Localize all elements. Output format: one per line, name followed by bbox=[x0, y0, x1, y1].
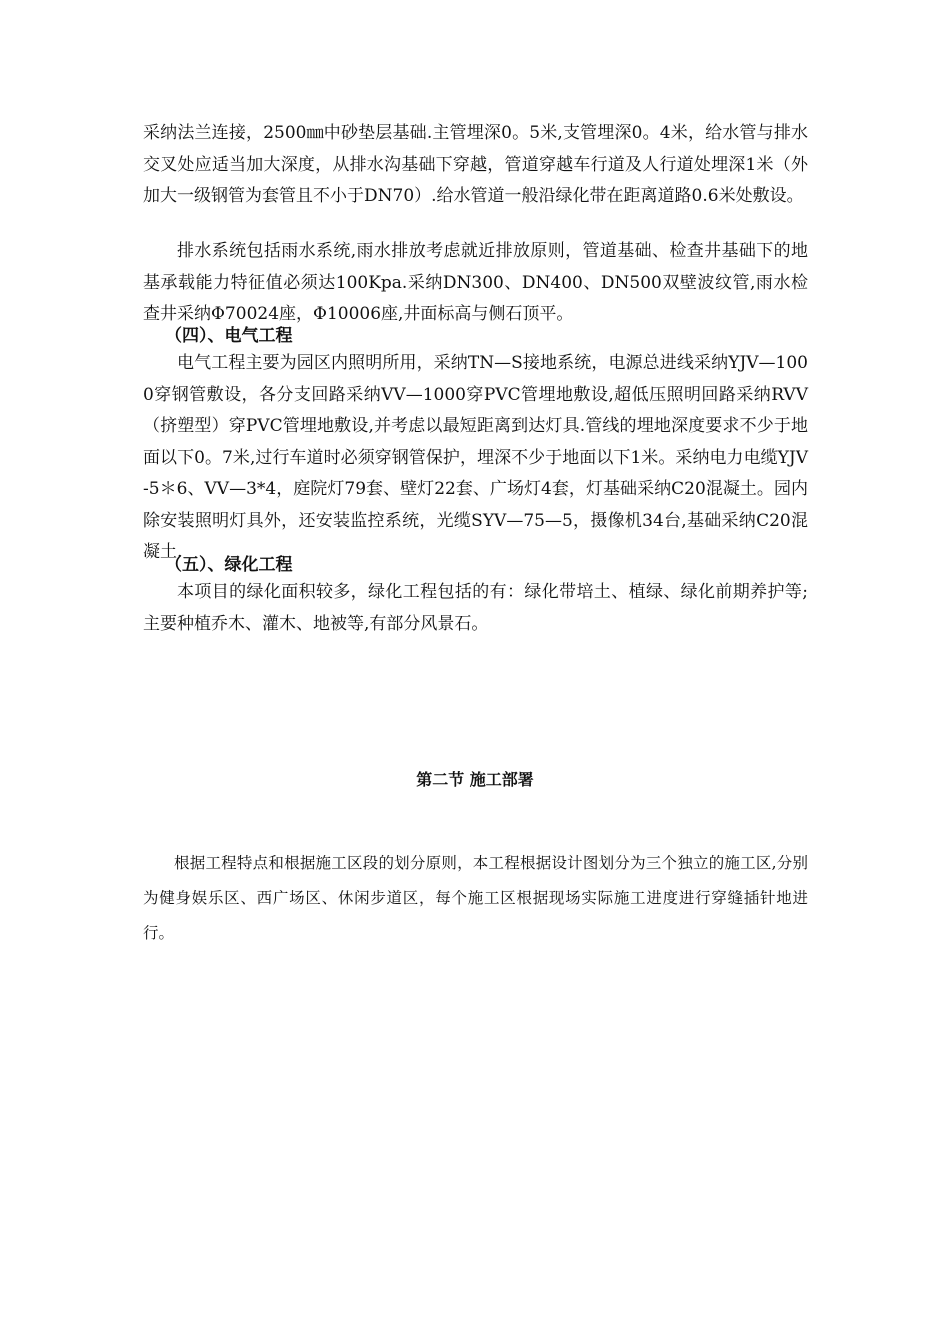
paragraph-water-supply: 采纳法兰连接，2500㎜中砂垫层基础.主管埋深0。5米,支管埋深0。4米，给水管与排水交叉处应适当加大深度，从排水沟基础下穿越，管道穿越车行道及人行道处埋深1米（外加大一级钢管为套管且不小于DN70）.给水管道一般沿绿化带在距离道路0.6米处敷设。 bbox=[143, 123, 808, 206]
heading-greening: （五）、绿化工程 bbox=[165, 555, 293, 575]
paragraph-deployment: 根据工程特点和根据施工区段的划分原则，本工程根据设计图划分为三个独立的施工区,分别为健身娱乐区、西广场区、休闲步道区，每个施工区根据现场实际施工进度进行穿缝插针地进行。 bbox=[143, 854, 808, 942]
section-title: 第二节 施工部署 bbox=[416, 770, 534, 789]
paragraph-electrical: 电气工程主要为园区内照明所用，采纳TN—S接地系统，电源总进线采纳YJV—1000穿钢管敷设，各分支回路采纳VV—1000穿PVC管埋地敷设,超低压照明回路采纳RVV（挤塑型）穿PVC管埋地敷设,并考虑以最短距离到达灯具.管线的埋地深度要求不少于地面以下0。7米,过行车道时必须穿钢管保护，埋深不少于地面以下1米。采纳电力电缆YJV-5＊6、VV—3*4，庭院灯79套、壁灯22套、广场灯4套，灯基础采纳C20混凝土。园内除安装照明灯具外，还安装监控系统，光缆SYV—75—5，摄像机34台,基础采纳C20混凝土. bbox=[143, 353, 808, 562]
heading-electrical: （四）、电气工程 bbox=[165, 326, 293, 346]
paragraph-greening: 本项目的绿化面积较多，绿化工程包括的有：绿化带培土、植绿、绿化前期养护等;主要种植乔木、灌木、地被等,有部分风景石。 bbox=[143, 582, 808, 634]
paragraph-drainage: 排水系统包括雨水系统,雨水排放考虑就近排放原则，管道基础、检查井基础下的地基承载能力特征值必须达100Kpa.采纳DN300、DN400、DN500双壁波纹管,雨水检查井采纳Φ70024座，Φ10006座,井面标高与侧石顶平。 bbox=[143, 241, 808, 324]
